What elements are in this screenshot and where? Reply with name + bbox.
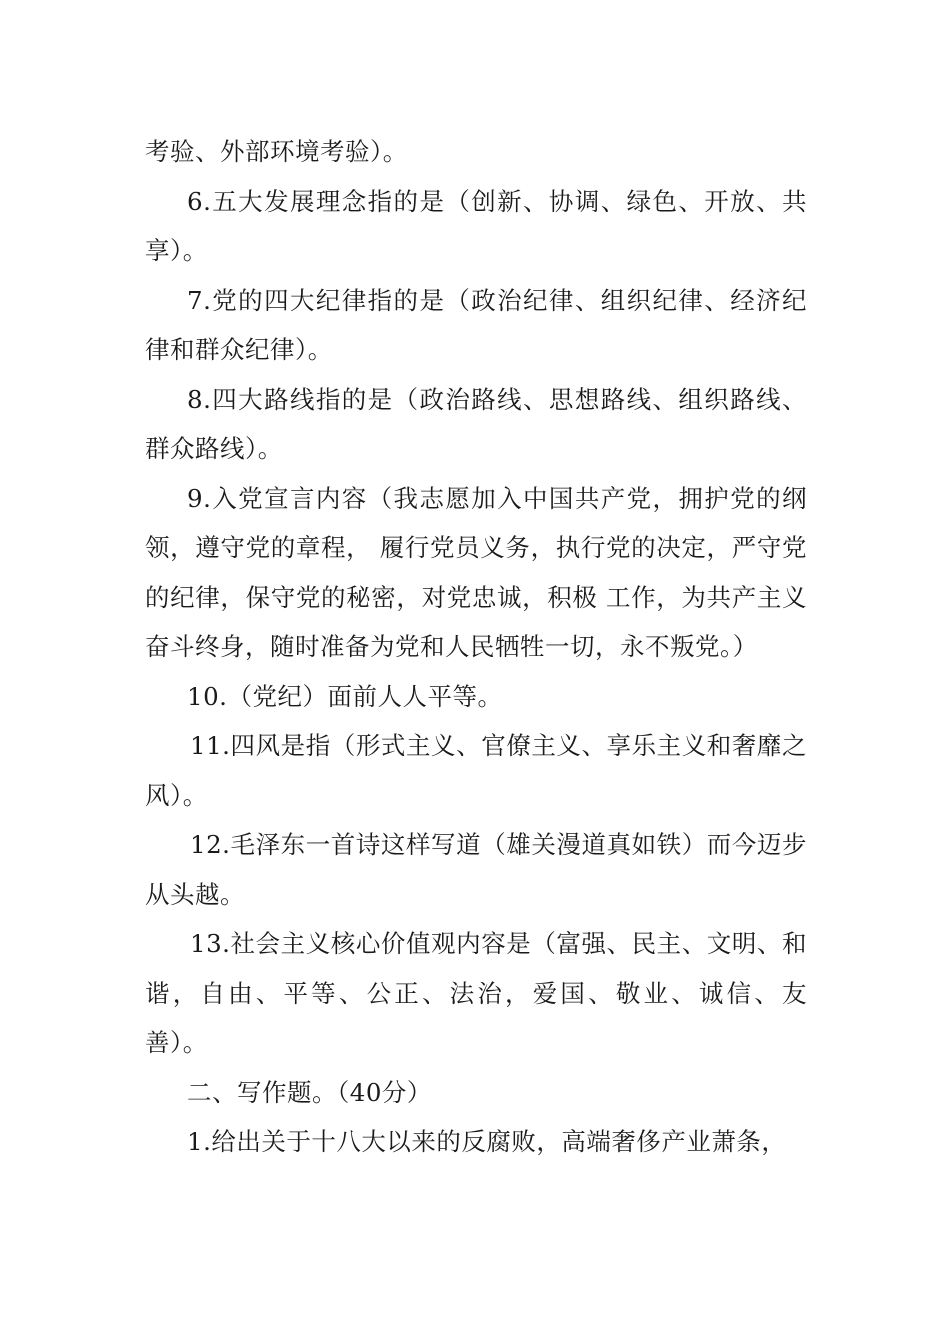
document-body xyxy=(145,127,807,1167)
question-8: 8.四大路线指的是（政治路线、思想路线、组织路线、群众路线）。 xyxy=(145,384,807,463)
question-6: 6.五大发展理念指的是（创新、协调、绿色、开放、共享）。 xyxy=(145,186,807,265)
question-10: 10.（党纪）面前人人平等。 xyxy=(187,681,503,711)
question-9: 9.入党宣言内容（我志愿加入中国共产党，拥护党的纲领，遵守党的章程， 履行党员义务，执行党的决定，严守党的纪律，保守党的秘密，对党忠诚，积极 工作，为共产主义奋斗终身，随时准备为党和人民牺牲一切，永不叛党。） xyxy=(145,483,807,661)
writing-question-1: 1.给出关于十八大以来的反腐败，高端奢侈产业萧条， xyxy=(187,1127,787,1156)
question-7: 7.党的四大纪律指的是（政治纪律、组织纪律、经济纪律和群众纪律）。 xyxy=(145,285,807,364)
paragraph-continuation: 考验、外部环境考验）。 xyxy=(145,137,408,166)
question-11: 11.四风是指（形式主义、官僚主义、享乐主义和奢靡之风）。 xyxy=(145,731,807,810)
question-12: 12.毛泽东一首诗这样写道（雄关漫道真如铁）而今迈步从头越。 xyxy=(145,830,807,909)
question-13: 13.社会主义核心价值观内容是（富强、民主、文明、和谐，自由、平等、公正、法治，爱国、敬业、诚信、友善）。 xyxy=(145,929,807,1057)
section-heading-writing: 二、写作题。（40分） xyxy=(187,1077,432,1107)
